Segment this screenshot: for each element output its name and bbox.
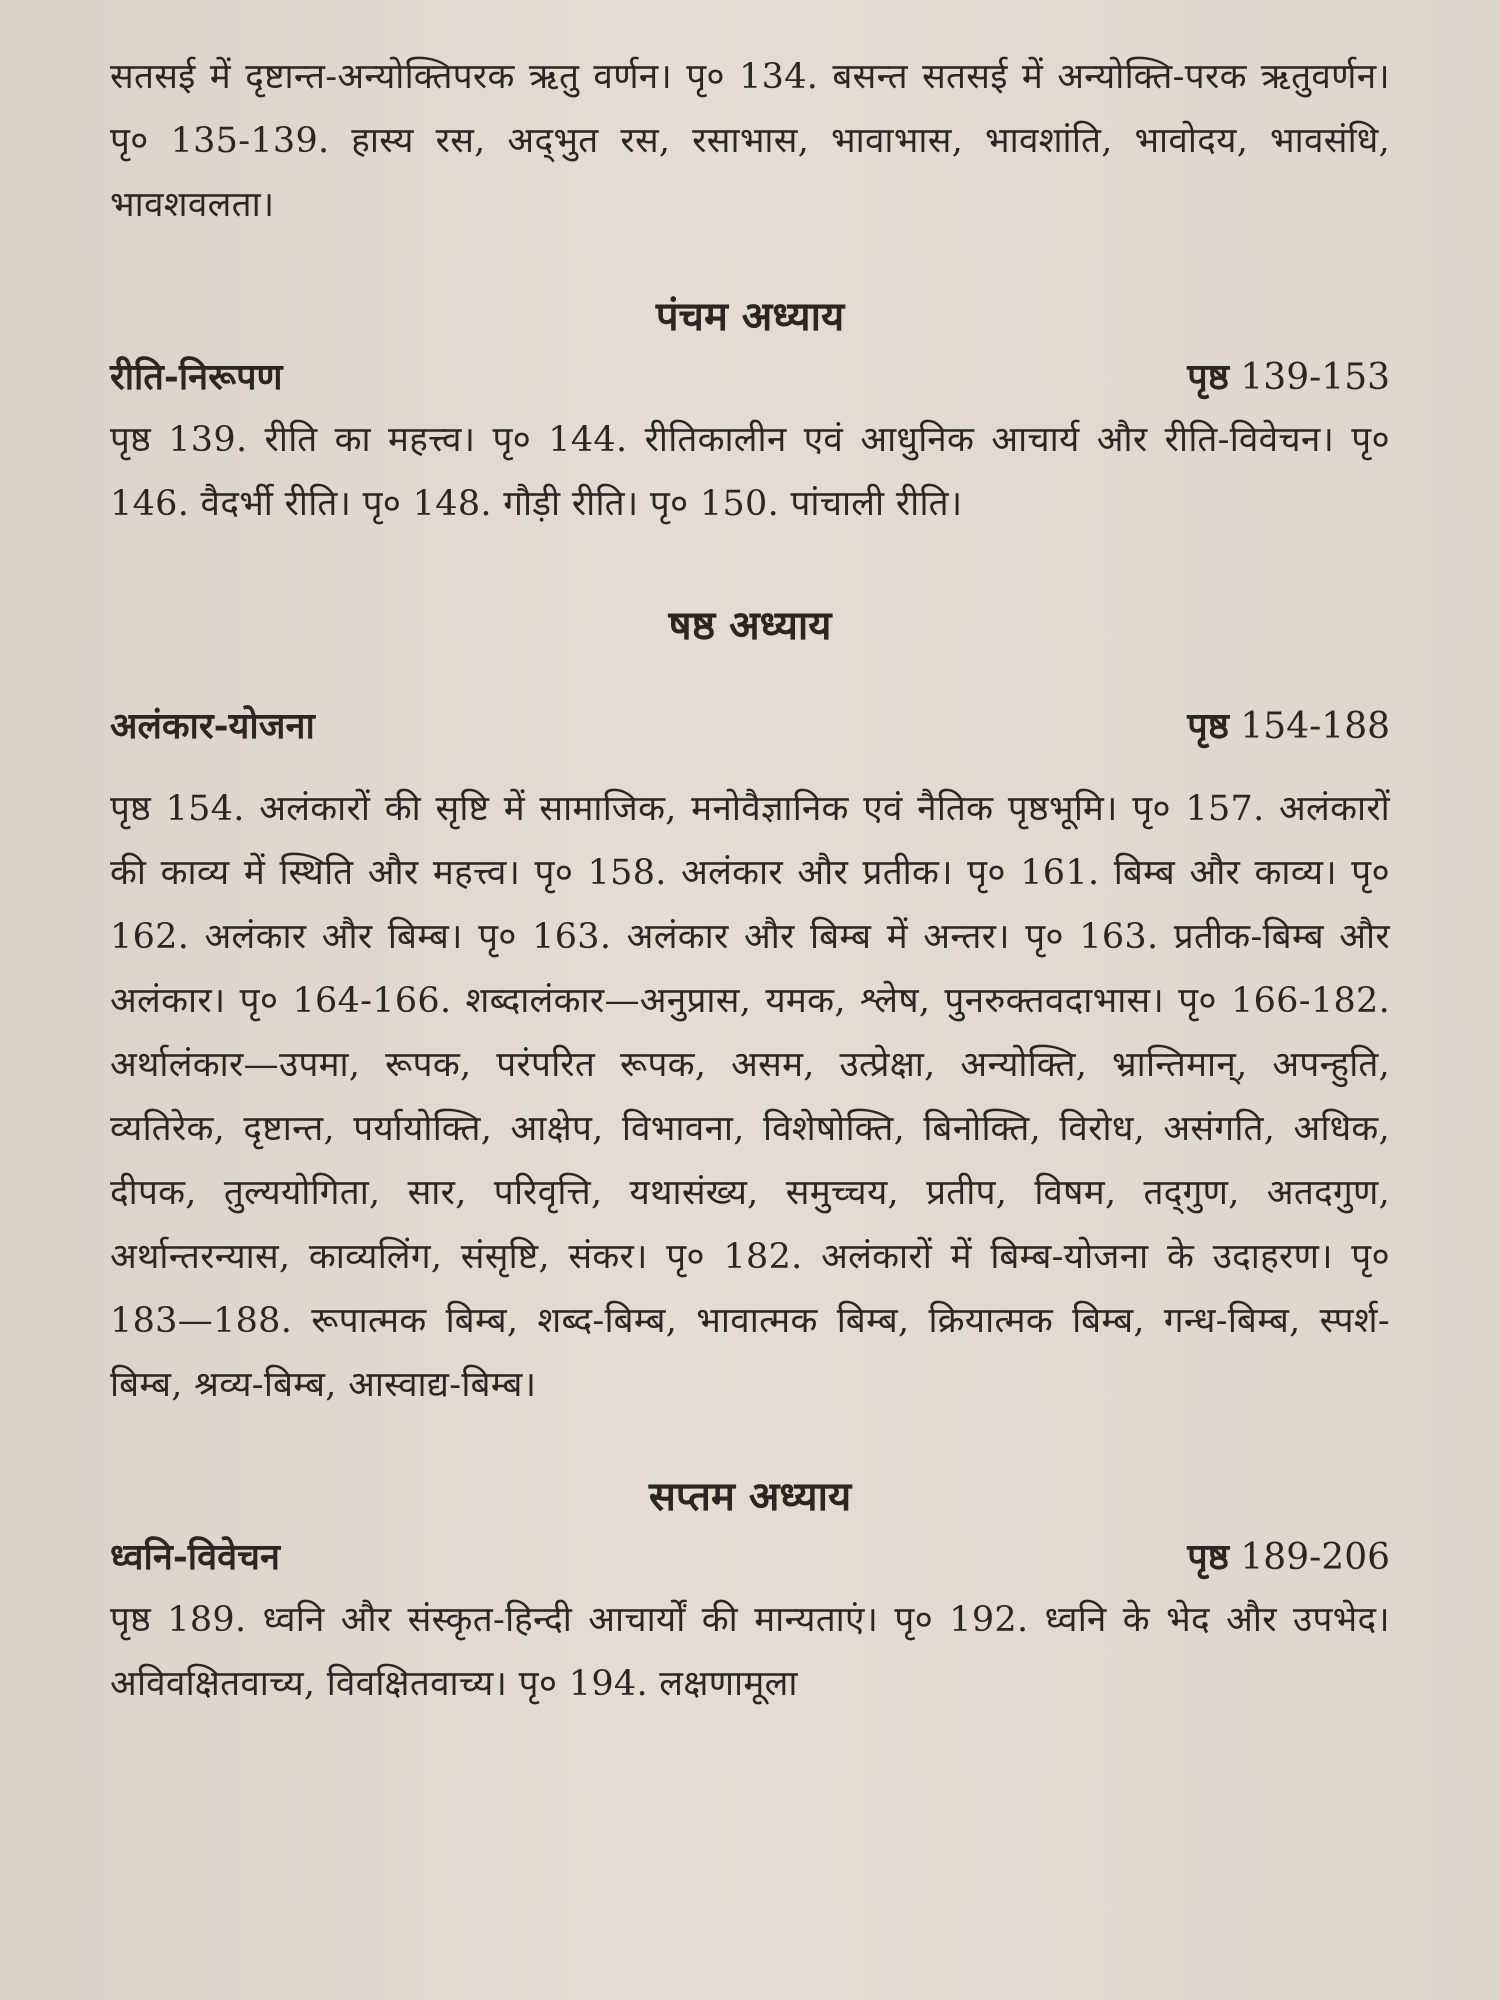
section-header <box>110 696 1390 757</box>
section-body: पृष्ठ 189. ध्वनि और संस्कृत-हिन्दी आचार्यों की मान्यताएं। पृ० 192. ध्वनि के भेद और उपभेद। अविवक्षितवाच्य, विवक्षितवाच्य। पृ० 194. लक्षणामूला <box>110 1600 1390 1704</box>
page-range <box>1187 696 1390 757</box>
section-title: रीति-निरूपण <box>110 356 283 398</box>
section-title: अलंकार-योजना <box>110 705 315 747</box>
chapter-section <box>110 1467 1390 1716</box>
chapter-heading: सप्तम अध्याय <box>648 1473 852 1520</box>
page-range-value: 154-188 <box>1240 706 1390 747</box>
page-range-value: 189-206 <box>1240 1537 1390 1578</box>
intro-paragraph: सतसई में दृष्टान्त-अन्योक्तिपरक ऋतु वर्णन। पृ० 134. बसन्त सतसई में अन्योक्ति-परक ऋतुवर्णन। पृ० 135-139. हास्य रस, अद्‌भुत रस, रसाभास, भावाभास, भावशांति, भावोदय, भावसंधि, भावशवलता। <box>110 57 1390 225</box>
page-range-label: पृष्ठ <box>1187 1536 1229 1578</box>
page-range-label: पृष्ठ <box>1187 705 1229 747</box>
section-header <box>110 347 1390 408</box>
chapter-section <box>110 596 1390 1417</box>
page-range-value: 139-153 <box>1240 357 1390 398</box>
section-body: पृष्ठ 139. रीति का महत्त्व। पृ० 144. रीतिकालीन एवं आधुनिक आचार्य और रीति-विवेचन। पृ० 146. वैदर्भी रीति। पृ० 148. गौड़ी रीति। पृ० 150. पांचाली रीति। <box>110 420 1390 524</box>
section-header <box>110 1527 1390 1588</box>
page-range <box>1187 347 1390 408</box>
page-content <box>110 45 1390 1716</box>
page-range-label: पृष्ठ <box>1187 356 1229 398</box>
chapter-heading: षष्ठ अध्याय <box>668 602 832 649</box>
chapter-heading: पंचम अध्याय <box>655 293 845 340</box>
page-range <box>1187 1527 1390 1588</box>
section-title: ध्वनि-विवेचन <box>110 1536 280 1578</box>
section-body: पृष्ठ 154. अलंकारों की सृष्टि में सामाजिक, मनोवैज्ञानिक एवं नैतिक पृष्ठभूमि। पृ० 157. अलंकारों की काव्य में स्थिति और महत्त्व। पृ० 158. अलंकार और प्रतीक। पृ० 161. बिम्ब और काव्य। पृ० 162. अलंकार और बिम्ब। पृ० 163. अलंकार और बिम्ब में अन्तर। पृ० 163. प्रतीक-बिम्ब और अलंकार। पृ० 164-166. शब्दालंकार—अनुप्रास, यमक, श्लेष, पुनरुक्तवदाभास। पृ० 166-182. अर्थालंकार—उपमा, रूपक, परंपरित रूपक, असम, उत्प्रेक्षा, अन्योक्ति, भ्रान्तिमान्, अपन्हुति, व्यतिरेक, दृष्टान्त, पर्यायोक्ति, आक्षेप, विभावना, विशेषोक्ति, बिनोक्ति, विरोध, असंगति, अधिक, दीपक, तुल्ययोगिता, सार, परिवृत्ति, यथासंख्य, समुच्चय, प्रतीप, विषम, तद्‌गुण, अतदगुण, अर्थान्तरन्यास, काव्यलिंग, संसृष्टि, संकर। पृ० 182. अलंकारों में बिम्ब-योजना के उदाहरण। पृ० 183—188. रूपात्मक बिम्ब, शब्द-बिम्ब, भावात्मक बिम्ब, क्रियात्मक बिम्ब, गन्ध-बिम्ब, स्पर्श-बिम्ब, श्रव्य-बिम्ब, आस्वाद्य-बिम्ब। <box>110 789 1390 1405</box>
chapter-section <box>110 287 1390 536</box>
